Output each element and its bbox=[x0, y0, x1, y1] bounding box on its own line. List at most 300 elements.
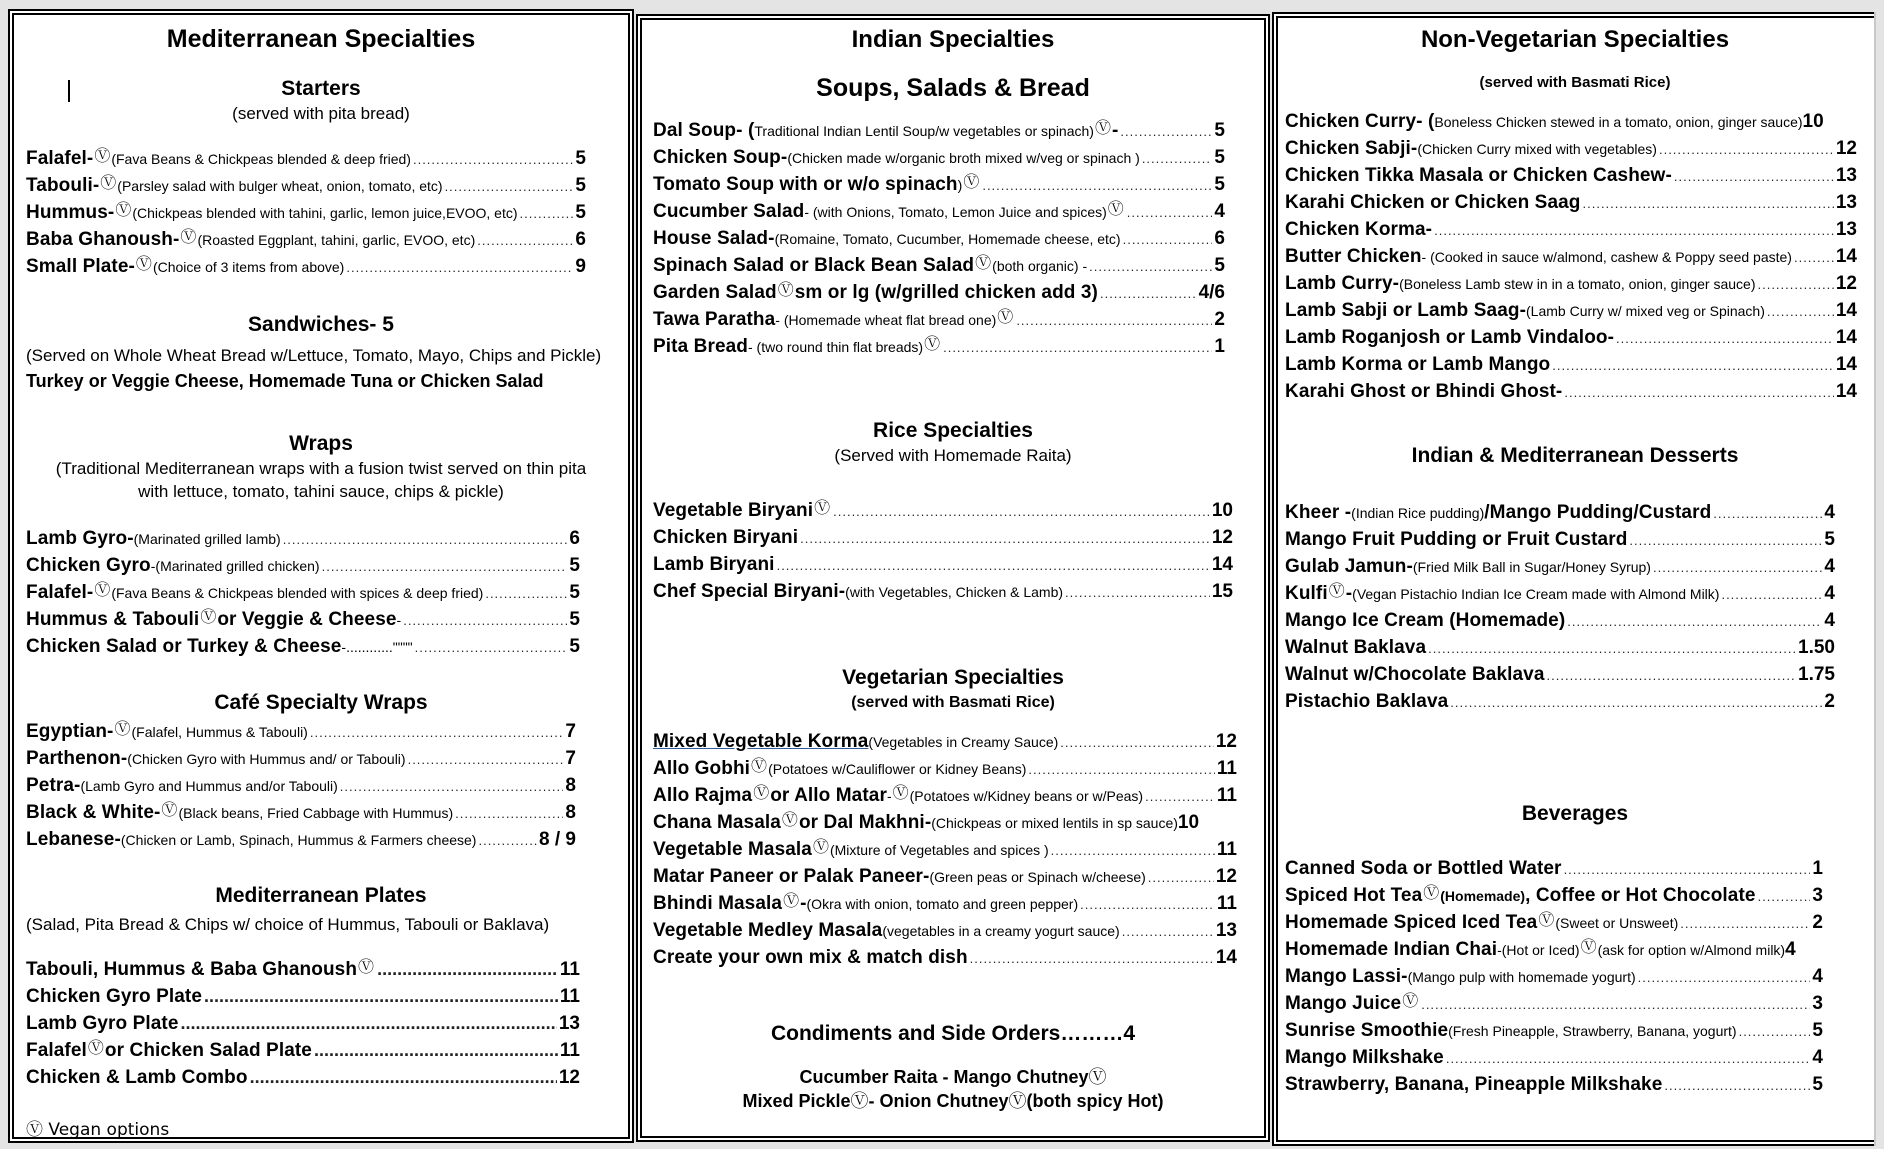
item-name: House Salad- bbox=[653, 228, 775, 249]
menu-item bbox=[1285, 607, 1835, 634]
menu-item bbox=[1285, 351, 1857, 378]
dot-leader bbox=[1721, 581, 1822, 608]
menu-item bbox=[1285, 526, 1835, 553]
menu-item bbox=[653, 809, 1237, 836]
dot-leader bbox=[403, 607, 567, 634]
item-name: Homemade Spiced Iced Tea bbox=[1285, 912, 1538, 933]
item-price: 5 bbox=[1214, 255, 1225, 276]
dot-leader bbox=[1583, 190, 1834, 217]
menu-item bbox=[1285, 270, 1857, 297]
item-name: - bbox=[1345, 583, 1353, 604]
dot-leader bbox=[1674, 163, 1834, 190]
item-price: 14 bbox=[1835, 381, 1857, 402]
item-price: 12 bbox=[1211, 527, 1233, 548]
menu-item bbox=[1285, 324, 1857, 351]
item-price: 4 bbox=[1214, 201, 1225, 222]
item-price: 10 bbox=[1177, 812, 1200, 833]
item-price: 4 bbox=[1812, 1047, 1823, 1068]
menu-item bbox=[26, 799, 576, 826]
item-price: 6 bbox=[575, 229, 586, 250]
item-description: (Romaine, Tomato, Cucumber, Homemade cheese, etc) bbox=[774, 231, 1121, 247]
dot-leader bbox=[322, 553, 568, 580]
dot-leader bbox=[1659, 136, 1834, 163]
section-subtitle: (Salad, Pita Bread & Chips w/ choice of Hummus, Tabouli or Baklava) bbox=[26, 915, 550, 934]
item-name: Kulfi bbox=[1285, 583, 1328, 604]
vegan-icon: Ⓥ bbox=[753, 785, 770, 802]
item-price: 4 bbox=[1824, 556, 1835, 577]
item-name: Chicken Korma- bbox=[1285, 219, 1433, 240]
item-description: (Potatoes w/Kidney beans or w/Peas) bbox=[909, 788, 1144, 804]
item-name: Lamb Biryani bbox=[653, 554, 775, 575]
item-description: (Boneless Lamb stew in in a tomato, onion, ginger sauce) bbox=[1399, 276, 1756, 292]
item-price: 14 bbox=[1211, 554, 1233, 575]
dot-leader bbox=[1065, 579, 1210, 606]
item-name: or Dal Makhni- bbox=[798, 812, 932, 833]
dot-leader bbox=[1552, 352, 1834, 379]
menu-item bbox=[1285, 990, 1823, 1017]
vegan-icon: Ⓥ bbox=[777, 282, 794, 299]
soups-list bbox=[653, 117, 1253, 360]
vegan-icon: Ⓥ bbox=[161, 802, 178, 819]
item-name: Spiced Hot Tea bbox=[1285, 885, 1423, 906]
dot-leader bbox=[346, 254, 573, 281]
item-description: Boneless Chicken stewed in a tomato, onion, ginger sauce) bbox=[1434, 114, 1803, 130]
item-name: Lamb Sabji or Lamb Saag- bbox=[1285, 300, 1527, 321]
column-mediterranean bbox=[26, 19, 616, 1140]
item-price: 5 bbox=[1214, 120, 1225, 141]
menu-item bbox=[26, 1037, 580, 1064]
vegan-icon: Ⓥ bbox=[1008, 1091, 1027, 1111]
dot-leader bbox=[1547, 662, 1797, 689]
item-price: 13 bbox=[1835, 192, 1857, 213]
menu-item bbox=[653, 836, 1237, 863]
item-description: (Fava Beans & Chickpeas blended & deep fried) bbox=[111, 151, 411, 167]
item-description: (Lamb Gyro and Hummus and/or Tabouli) bbox=[80, 778, 338, 794]
item-name: Lebanese- bbox=[26, 829, 121, 850]
item-price: 10 bbox=[1802, 111, 1824, 132]
item-name: Chicken Gyro Plate bbox=[26, 986, 203, 1007]
menu-item bbox=[653, 306, 1225, 333]
item-price: 5 bbox=[575, 202, 586, 223]
item-description: (Fried Milk Ball in Sugar/Honey Syrup) bbox=[1412, 559, 1651, 575]
menu-item bbox=[1285, 1071, 1823, 1098]
item-price: 6 bbox=[1214, 228, 1225, 249]
vegan-icon: Ⓥ bbox=[751, 758, 768, 775]
item-description: - (two round thin flat breads) bbox=[747, 339, 924, 355]
item-name: Mixed Vegetable Korma bbox=[653, 731, 869, 752]
item-price: 4 bbox=[1812, 966, 1823, 987]
item-description: (Black beans, Fried Cabbage with Hummus) bbox=[178, 805, 454, 821]
dot-leader bbox=[1123, 226, 1213, 253]
section-subtitle: (Served with Homemade Raita) bbox=[834, 446, 1072, 465]
vegan-icon: Ⓥ bbox=[26, 1120, 43, 1140]
item-name: Garden Salad bbox=[653, 282, 777, 303]
item-price: 10 bbox=[1211, 500, 1233, 521]
menu-item bbox=[26, 226, 586, 253]
section-title-cafe-wraps: Café Specialty Wraps bbox=[214, 691, 428, 714]
item-name: Hummus- bbox=[26, 202, 115, 223]
rice-list bbox=[653, 497, 1253, 605]
item-price: 4/6 bbox=[1198, 282, 1225, 303]
item-price: 1.50 bbox=[1798, 637, 1835, 658]
item-description: (Indian Rice pudding) bbox=[1351, 505, 1485, 521]
item-description: (Vegetables in Creamy Sauce) bbox=[868, 734, 1059, 750]
menu-item bbox=[653, 755, 1237, 782]
item-price: 13 bbox=[1215, 920, 1237, 941]
dot-leader bbox=[1080, 891, 1215, 918]
item-name: Chicken Salad or Turkey & Cheese bbox=[26, 636, 342, 657]
item-description: (Mango pulp with homemade yogurt) bbox=[1407, 969, 1636, 985]
item-description: - bbox=[886, 788, 892, 804]
starters-list bbox=[26, 145, 616, 280]
item-price: 7 bbox=[565, 748, 576, 769]
dot-leader bbox=[1616, 325, 1834, 352]
sandwich-options: Turkey or Veggie Cheese, Homemade Tuna or Chicken Salad bbox=[26, 371, 544, 391]
item-price: 14 bbox=[1215, 947, 1237, 968]
item-description: -(Hot or Iced) bbox=[1497, 942, 1580, 958]
vegetarian-list bbox=[653, 728, 1253, 971]
dot-leader bbox=[314, 1037, 558, 1064]
dot-leader bbox=[943, 334, 1212, 361]
dot-leader bbox=[1564, 379, 1834, 406]
item-name: Lamb Gyro Plate bbox=[26, 1013, 179, 1034]
item-price: 1.75 bbox=[1798, 664, 1835, 685]
beverages-list bbox=[1285, 855, 1865, 1098]
item-name: Spinach Salad or Black Bean Salad bbox=[653, 255, 975, 276]
vegan-icon: Ⓥ bbox=[892, 785, 909, 802]
item-name: Create your own mix & match dish bbox=[653, 947, 968, 968]
menu-item bbox=[653, 578, 1233, 605]
item-name: Bhindi Masala bbox=[653, 893, 783, 914]
menu-item bbox=[26, 525, 580, 552]
dot-leader bbox=[800, 525, 1210, 552]
dot-leader bbox=[1421, 991, 1810, 1018]
item-name: - bbox=[800, 893, 807, 914]
item-name: Allo Gobhi bbox=[653, 758, 751, 779]
item-description: (Homemade) bbox=[1440, 888, 1526, 904]
vegan-icon: Ⓥ bbox=[783, 893, 800, 910]
item-price: 13 bbox=[558, 1013, 580, 1034]
item-name: or Veggie & Cheese bbox=[217, 609, 397, 630]
item-price: 1 bbox=[1812, 858, 1823, 879]
item-name: Hummus & Tabouli bbox=[26, 609, 200, 630]
menu-item bbox=[653, 782, 1237, 809]
item-description: -............"""" bbox=[341, 639, 413, 655]
menu-item bbox=[1285, 882, 1823, 909]
menu-item bbox=[26, 606, 580, 633]
menu-item bbox=[1285, 162, 1857, 189]
menu-item bbox=[26, 552, 580, 579]
item-price: 11 bbox=[1216, 758, 1237, 779]
item-price: 4 bbox=[1824, 583, 1835, 604]
vegan-icon: Ⓥ bbox=[135, 256, 152, 273]
dot-leader bbox=[1638, 964, 1811, 991]
item-name: Chicken & Lamb Combo bbox=[26, 1067, 248, 1088]
dot-leader bbox=[310, 719, 564, 746]
menu-item bbox=[1285, 1017, 1823, 1044]
dot-leader bbox=[982, 172, 1212, 199]
item-price: 14 bbox=[1835, 246, 1857, 267]
dot-leader bbox=[1127, 199, 1213, 226]
item-price: 11 bbox=[559, 986, 580, 1007]
vegan-icon: Ⓥ bbox=[924, 336, 941, 353]
section-title-sandwiches: Sandwiches- 5 bbox=[248, 313, 394, 336]
dot-leader bbox=[1757, 271, 1833, 298]
section-subtitle: (Served on Whole Wheat Bread w/Lettuce, Tomato, Mayo, Chips and Pickle) bbox=[26, 346, 602, 365]
section-title-wraps: Wraps bbox=[289, 432, 353, 455]
item-price: 5 bbox=[569, 582, 580, 603]
item-name: Pita Bread bbox=[653, 336, 748, 357]
vegan-icon: Ⓥ bbox=[94, 148, 111, 165]
item-description: (vegetables in a creamy yogurt sauce) bbox=[882, 923, 1120, 939]
item-name: Falafel bbox=[26, 1040, 87, 1061]
dot-leader bbox=[1100, 280, 1197, 307]
section-title-vegetarian: Vegetarian Specialties bbox=[842, 666, 1064, 689]
item-description: - (Cooked in sauce w/almond, cashew & Poppy seed paste) bbox=[1421, 249, 1792, 265]
vegan-icon: Ⓥ bbox=[100, 175, 117, 192]
item-name: Gulab Jamun- bbox=[1285, 556, 1413, 577]
dot-leader bbox=[1564, 856, 1811, 883]
section-subtitle: (served with Basmati Rice) bbox=[1479, 74, 1671, 91]
item-description: (both organic) - bbox=[992, 258, 1088, 274]
item-price: 5 bbox=[1812, 1074, 1823, 1095]
item-price: 14 bbox=[1835, 327, 1857, 348]
item-name: Dal Soup- ( bbox=[653, 120, 755, 141]
dot-leader bbox=[1629, 527, 1822, 554]
menu-item bbox=[26, 826, 576, 853]
vegan-icon: Ⓥ bbox=[814, 500, 831, 517]
dot-leader bbox=[485, 580, 567, 607]
item-price: 11 bbox=[1216, 893, 1237, 914]
item-name: Karahi Chicken or Chicken Saag bbox=[1285, 192, 1581, 213]
item-description: (Chickpeas or mixed lentils in sp sauce) bbox=[931, 815, 1178, 831]
menu-item bbox=[653, 279, 1225, 306]
vegan-icon: Ⓥ bbox=[94, 582, 111, 599]
vegan-icon: Ⓥ bbox=[975, 255, 992, 272]
item-description: (Chicken Curry mixed with vegetables) bbox=[1417, 141, 1657, 157]
menu-item bbox=[1285, 688, 1835, 715]
menu-item bbox=[653, 551, 1233, 578]
menu-item bbox=[653, 944, 1237, 971]
dot-leader bbox=[477, 227, 573, 254]
item-name: Strawberry, Banana, Pineapple Milkshake bbox=[1285, 1074, 1663, 1095]
vegan-legend: Ⓥ Vegan options bbox=[26, 1120, 170, 1140]
menu-item bbox=[653, 524, 1233, 551]
item-price: 11 bbox=[559, 1040, 580, 1061]
plates-list bbox=[26, 956, 616, 1091]
item-name: Mango Milkshake bbox=[1285, 1047, 1444, 1068]
item-name: Pistachio Baklava bbox=[1285, 691, 1449, 712]
item-name: Mango Lassi- bbox=[1285, 966, 1408, 987]
item-description: - (with Onions, Tomato, Lemon Juice and spices) bbox=[804, 204, 1107, 220]
item-price: 13 bbox=[1835, 219, 1857, 240]
item-price: 2 bbox=[1214, 309, 1225, 330]
dot-leader bbox=[1450, 689, 1822, 716]
section-title-desserts: Indian & Mediterranean Desserts bbox=[1411, 444, 1739, 467]
wraps-list bbox=[26, 525, 616, 660]
menu-item bbox=[26, 1064, 580, 1091]
item-price: 5 bbox=[1214, 147, 1225, 168]
dot-leader bbox=[520, 200, 574, 227]
item-name: Mango Juice bbox=[1285, 993, 1402, 1014]
panel-indian bbox=[636, 14, 1270, 1142]
vegan-icon: Ⓥ bbox=[180, 229, 197, 246]
section-title-condiments: Condiments and Side Orders………4 bbox=[770, 1022, 1136, 1045]
item-name: Vegetable Masala bbox=[653, 839, 812, 860]
dot-leader bbox=[455, 800, 563, 827]
column-title: Non-Vegetarian Specialties bbox=[1420, 26, 1730, 53]
vegan-icon: Ⓥ bbox=[1328, 583, 1345, 600]
dot-leader bbox=[1567, 608, 1822, 635]
item-name: Vegetable Medley Masala bbox=[653, 920, 883, 941]
vegan-icon: Ⓥ bbox=[115, 202, 132, 219]
vegan-icon: Ⓥ bbox=[1580, 939, 1597, 956]
item-description: (Chicken or Lamb, Spinach, Hummus & Farmers cheese) bbox=[120, 832, 477, 848]
dot-leader bbox=[204, 983, 558, 1010]
condiments-line-2: Mixed PickleⓋ- Onion ChutneyⓋ(both spicy Hot) bbox=[742, 1091, 1164, 1111]
item-name: sm or lg (w/grilled chicken add 3) bbox=[794, 282, 1098, 303]
menu-item bbox=[653, 225, 1225, 252]
item-price: 4 bbox=[1824, 610, 1835, 631]
item-description: (Choice of 3 items from above) bbox=[152, 259, 345, 275]
menu-item bbox=[1285, 499, 1835, 526]
vegan-icon: Ⓥ bbox=[1088, 1067, 1107, 1087]
menu-item bbox=[26, 633, 580, 660]
item-name: Chicken Biryani bbox=[653, 527, 799, 548]
menu-item bbox=[1285, 909, 1823, 936]
menu-item bbox=[653, 333, 1225, 360]
dot-leader bbox=[1060, 729, 1214, 756]
menu-item bbox=[1285, 297, 1857, 324]
item-description: (Roasted Eggplant, tahini, garlic, EVOO, etc) bbox=[197, 232, 476, 248]
vegan-icon: Ⓥ bbox=[781, 812, 798, 829]
menu-item bbox=[26, 718, 576, 745]
item-description: (Potatoes w/Cauliflower or Kidney Beans) bbox=[768, 761, 1027, 777]
menu-item bbox=[1285, 189, 1857, 216]
item-price: 5 bbox=[1812, 1020, 1823, 1041]
vegan-icon: Ⓥ bbox=[1538, 912, 1555, 929]
item-price: 11 bbox=[1216, 785, 1237, 806]
dot-leader bbox=[340, 773, 564, 800]
item-description: (Chicken made w/organic broth mixed w/veg or spinach ) bbox=[787, 150, 1140, 166]
item-name: Chicken Sabji- bbox=[1285, 138, 1418, 159]
item-description: (Lamb Curry w/ mixed veg or Spinach) bbox=[1526, 303, 1765, 319]
item-description: Traditional Indian Lentil Soup/w vegetables or spinach) bbox=[754, 123, 1094, 139]
cafe-wraps-list bbox=[26, 718, 616, 853]
menu-item bbox=[1285, 661, 1835, 688]
dot-leader bbox=[1089, 253, 1212, 280]
item-description: - (Homemade wheat flat bread one) bbox=[775, 312, 997, 328]
panel-non-vegetarian bbox=[1272, 12, 1876, 1146]
dot-leader bbox=[970, 945, 1214, 972]
dot-leader bbox=[1428, 635, 1796, 662]
item-description: (Okra with onion, tomato and green pepper) bbox=[806, 896, 1079, 912]
dot-leader bbox=[377, 956, 558, 983]
item-name: Walnut Baklava bbox=[1285, 637, 1427, 658]
item-price: 11 bbox=[559, 959, 580, 980]
vegan-icon: Ⓥ bbox=[114, 721, 131, 738]
section-subtitle: (served with pita bread) bbox=[232, 104, 410, 123]
item-name: Tabouli- bbox=[26, 175, 100, 196]
dot-leader bbox=[408, 746, 564, 773]
item-name: Egyptian- bbox=[26, 721, 114, 742]
item-price: 11 bbox=[1216, 839, 1237, 860]
vegan-icon: Ⓥ bbox=[358, 959, 375, 976]
vegan-icon: Ⓥ bbox=[812, 839, 829, 856]
item-description: (Falafel, Hummus & Tabouli) bbox=[131, 724, 308, 740]
item-price: 6 bbox=[569, 528, 580, 549]
dot-leader bbox=[1446, 1045, 1811, 1072]
dot-leader bbox=[777, 552, 1210, 579]
dot-leader bbox=[478, 827, 537, 854]
item-price: 5 bbox=[569, 636, 580, 657]
item-description: (Chickpeas blended with tahini, garlic, lemon juice,EVOO, etc) bbox=[132, 205, 518, 221]
item-name: Butter Chicken bbox=[1285, 246, 1422, 267]
column-non-vegetarian bbox=[1285, 22, 1865, 1098]
menu-item bbox=[26, 1010, 580, 1037]
vegan-icon: Ⓥ bbox=[1094, 120, 1111, 137]
menu-item bbox=[1285, 378, 1857, 405]
section-title-starters: Starters bbox=[281, 77, 361, 100]
menu-item bbox=[1285, 135, 1857, 162]
vegan-icon: Ⓥ bbox=[1402, 993, 1419, 1010]
menu-item bbox=[653, 917, 1237, 944]
item-description: (Marinated grilled lamb) bbox=[133, 531, 281, 547]
item-description: (Green peas or Spinach w/cheese) bbox=[929, 869, 1146, 885]
dot-leader bbox=[1713, 500, 1822, 527]
menu-item bbox=[1285, 634, 1835, 661]
dot-leader bbox=[1680, 910, 1810, 937]
dot-leader bbox=[283, 526, 568, 553]
item-name: Tomato Soup with or w/o spinach bbox=[653, 174, 958, 195]
menu-item bbox=[26, 199, 586, 226]
item-name: Chef Special Biryani- bbox=[653, 581, 846, 602]
menu-item bbox=[26, 956, 580, 983]
item-name: Mango Ice Cream (Homemade) bbox=[1285, 610, 1566, 631]
item-price: 8 / 9 bbox=[539, 829, 576, 850]
section-title-beverages: Beverages bbox=[1521, 802, 1629, 825]
item-name: - bbox=[1111, 120, 1119, 141]
item-description: (Parsley salad with bulger wheat, onion, tomato, etc) bbox=[117, 178, 443, 194]
item-name: Sunrise Smoothie bbox=[1285, 1020, 1449, 1041]
vegan-icon: Ⓥ bbox=[1423, 885, 1440, 902]
item-name: Chicken Soup- bbox=[653, 147, 788, 168]
item-name: /Mango Pudding/Custard bbox=[1484, 502, 1712, 523]
item-description: - bbox=[396, 612, 402, 628]
section-title-soups: Soups, Salads & Bread bbox=[816, 74, 1090, 102]
menu-item bbox=[1285, 580, 1835, 607]
item-name: Karahi Ghost or Bhindi Ghost- bbox=[1285, 381, 1563, 402]
item-description: (with Vegetables, Chicken & Lamb) bbox=[845, 584, 1064, 600]
menu-item bbox=[1285, 936, 1823, 963]
item-name: Chicken Gyro bbox=[26, 555, 151, 576]
item-name: Walnut w/Chocolate Baklava bbox=[1285, 664, 1545, 685]
item-name: Cucumber Salad bbox=[653, 201, 805, 222]
dot-leader bbox=[1664, 1072, 1810, 1099]
item-name: Small Plate- bbox=[26, 256, 135, 277]
item-description: (Fava Beans & Chickpeas blended with spices & deep fried) bbox=[111, 585, 484, 601]
item-price: 5 bbox=[1214, 174, 1225, 195]
item-description: (Sweet or Unsweet) bbox=[1555, 915, 1679, 931]
condiments-line-1: Cucumber Raita - Mango ChutneyⓋ bbox=[799, 1067, 1107, 1087]
item-price: 4 bbox=[1785, 939, 1796, 960]
item-name: Black & White- bbox=[26, 802, 161, 823]
dot-leader bbox=[1794, 244, 1834, 271]
item-price: 12 bbox=[1215, 731, 1237, 752]
menu-item bbox=[26, 172, 586, 199]
dot-leader bbox=[1767, 298, 1834, 325]
item-description: (Mixture of Vegetables and spices ) bbox=[829, 842, 1049, 858]
